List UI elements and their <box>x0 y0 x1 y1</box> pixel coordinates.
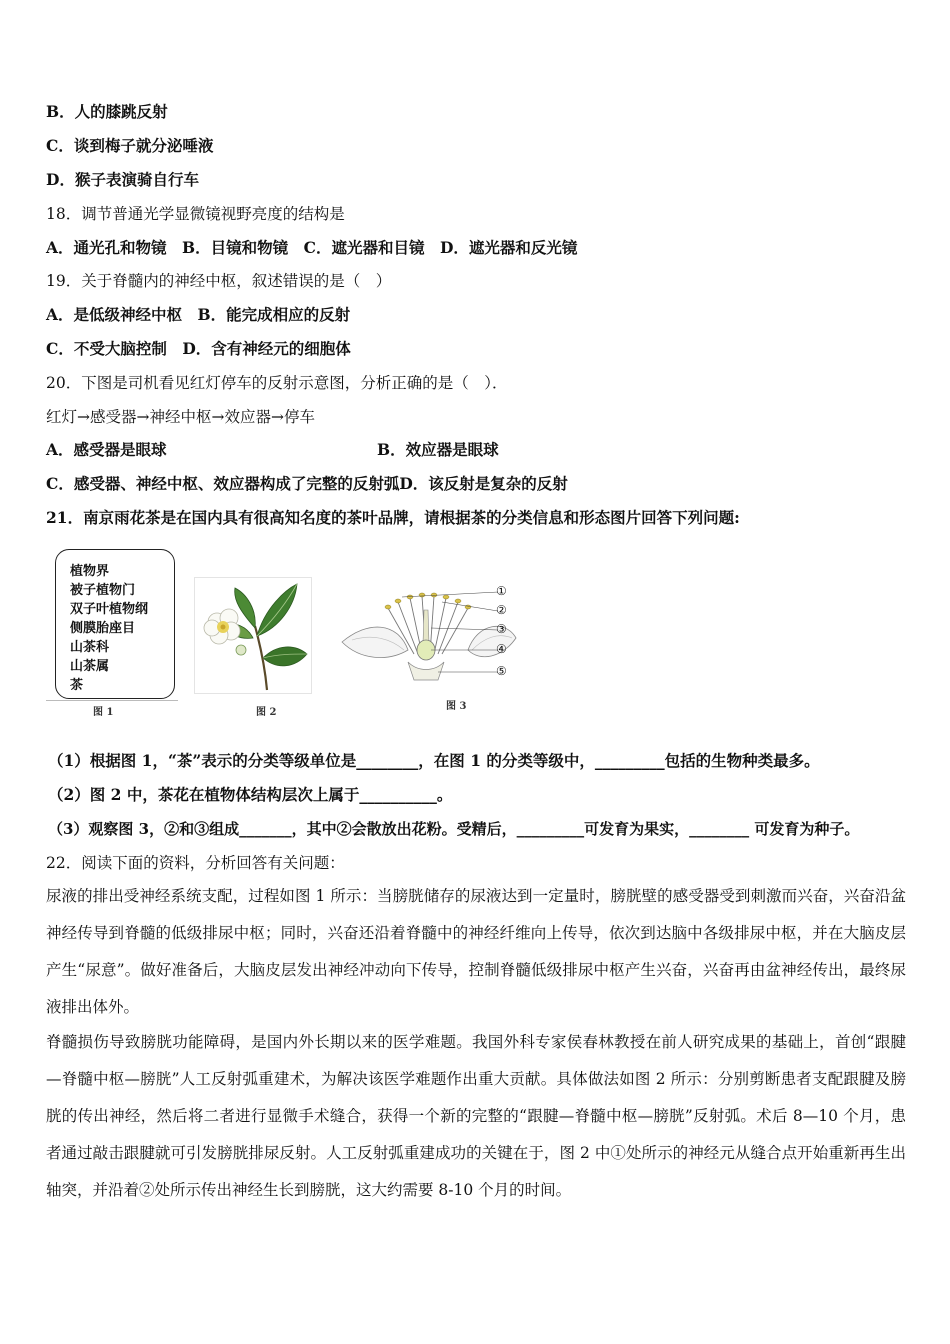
q20-option-b: B．效应器是眼球 <box>377 440 499 459</box>
tea-plant-drawing <box>195 578 311 693</box>
taxon-species: 茶 <box>70 678 84 693</box>
flower-section-drawing <box>338 580 518 692</box>
figure-2-label: 图 2 <box>256 707 277 718</box>
taxon-phylum: 被子植物门 <box>70 583 136 598</box>
q19-stem: 19．关于脊髓内的神经中枢，叙述错误的是（ ） <box>46 272 392 290</box>
q19-options-cd: C．不受大脑控制 D．含有神经元的细胞体 <box>46 339 351 358</box>
q19-options-ab: A．是低级神经中枢 B．能完成相应的反射 <box>46 305 351 324</box>
q17-option-b: B．人的膝跳反射 <box>46 102 168 121</box>
figure-1-label: 图 1 <box>93 707 114 718</box>
taxon-class: 双子叶植物纲 <box>70 602 149 617</box>
figure-2-tea-plant <box>194 577 312 694</box>
fig3-marker-3: ③ <box>496 622 507 636</box>
taxon-family: 山茶科 <box>70 640 110 655</box>
q20-options-cd: C．感受器、神经中枢、效应器构成了完整的反射弧D．该反射是复杂的反射 <box>46 474 568 493</box>
fig3-marker-4: ④ <box>496 642 507 656</box>
fig3-marker-2: ② <box>496 603 507 617</box>
q18-stem: 18．调节普通光学显微镜视野亮度的结构是 <box>46 205 345 223</box>
q20-flow: 红灯→感受器→神经中枢→效应器→停车 <box>46 408 315 426</box>
q21-sub2: （2）图 2 中，茶花在植物体结构层次上属于__________。 <box>48 785 453 804</box>
q22-stem: 22．阅读下面的资料，分析回答有关问题： <box>46 854 345 872</box>
taxon-genus: 山茶属 <box>70 659 110 674</box>
q22-paragraph-2: 脊髓损伤导致膀胱功能障碍，是国内外长期以来的医学难题。我国外科专家侯春林教授在前人研究成果的基础上，首创“跟腱—脊髓中枢—膀胱”人工反射弧重建术，为解决该医学难题作出重大贡献。具体做法如图 2 所示：分别剪断患者支配跟腱及膀胱的传出神经，然后将二者进行显微手术缝合，获得一个新的完整的“跟腱—脊髓中枢—膀胱”反射弧。术后 8—10 个月，患者通过敲击跟腱就可引发膀胱排尿反射。人工反射弧重建成功的关键在于，图 2 中①处所示的神经元从缝合点开始重新再生出轴突，并沿着②处所示传出神经生长到膀胱，这大约需要 8-10 个月的时间。 <box>46 1033 906 1199</box>
q18-options: A．通光孔和物镜 B．目镜和物镜 C．遮光器和目镜 D．遮光器和反光镜 <box>46 238 578 257</box>
q17-option-c: C．谈到梅子就分泌唾液 <box>46 136 214 155</box>
taxon-kingdom: 植物界 <box>70 564 110 579</box>
q20-stem: 20．下图是司机看见红灯停车的反射示意图，分析正确的是（ ）． <box>46 374 508 392</box>
q21-sub1: （1）根据图 1，“茶”表示的分类等级单位是________，在图 1 的分类等级中，_________包括的生物种类最多。 <box>48 751 820 770</box>
q21-sub3: （3）观察图 3，②和③组成_______，其中②会散放出花粉。受精后，_________可发育为果实，________ 可发育为种子。 <box>48 820 860 838</box>
q21-stem: 21．南京雨花茶是在国内具有很高知名度的茶叶品牌，请根据茶的分类信息和形态图片回答下列问题: <box>46 508 740 527</box>
figure-1-underline <box>46 700 178 701</box>
q17-option-d: D．猴子表演骑自行车 <box>46 170 199 189</box>
taxonomy-box <box>55 549 175 699</box>
figure-1-taxonomy <box>46 540 178 710</box>
taxon-order: 侧膜胎座目 <box>70 621 136 636</box>
fig3-marker-5: ⑤ <box>496 664 507 678</box>
figure-3-label: 图 3 <box>446 701 467 712</box>
q20-option-a: A．感受器是眼球 <box>46 440 167 459</box>
q22-paragraph-1: 尿液的排出受神经系统支配，过程如图 1 所示：当膀胱储存的尿液达到一定量时，膀胱壁的感受器受到刺激而兴奋，兴奋沿盆神经传导到脊髓的低级排尿中枢；同时，兴奋还沿着脊髓中的神经纤维向上传导，依次到达脑中各级排尿中枢，并在大脑皮层产生“尿意”。做好准备后，大脑皮层发出神经冲动向下传导，控制脊髓低级排尿中枢产生兴奋，兴奋再由盆神经传出，最终尿液排出体外。 <box>46 887 906 1016</box>
figure-3-flower-section <box>338 580 518 692</box>
fig3-marker-1: ① <box>496 584 507 598</box>
